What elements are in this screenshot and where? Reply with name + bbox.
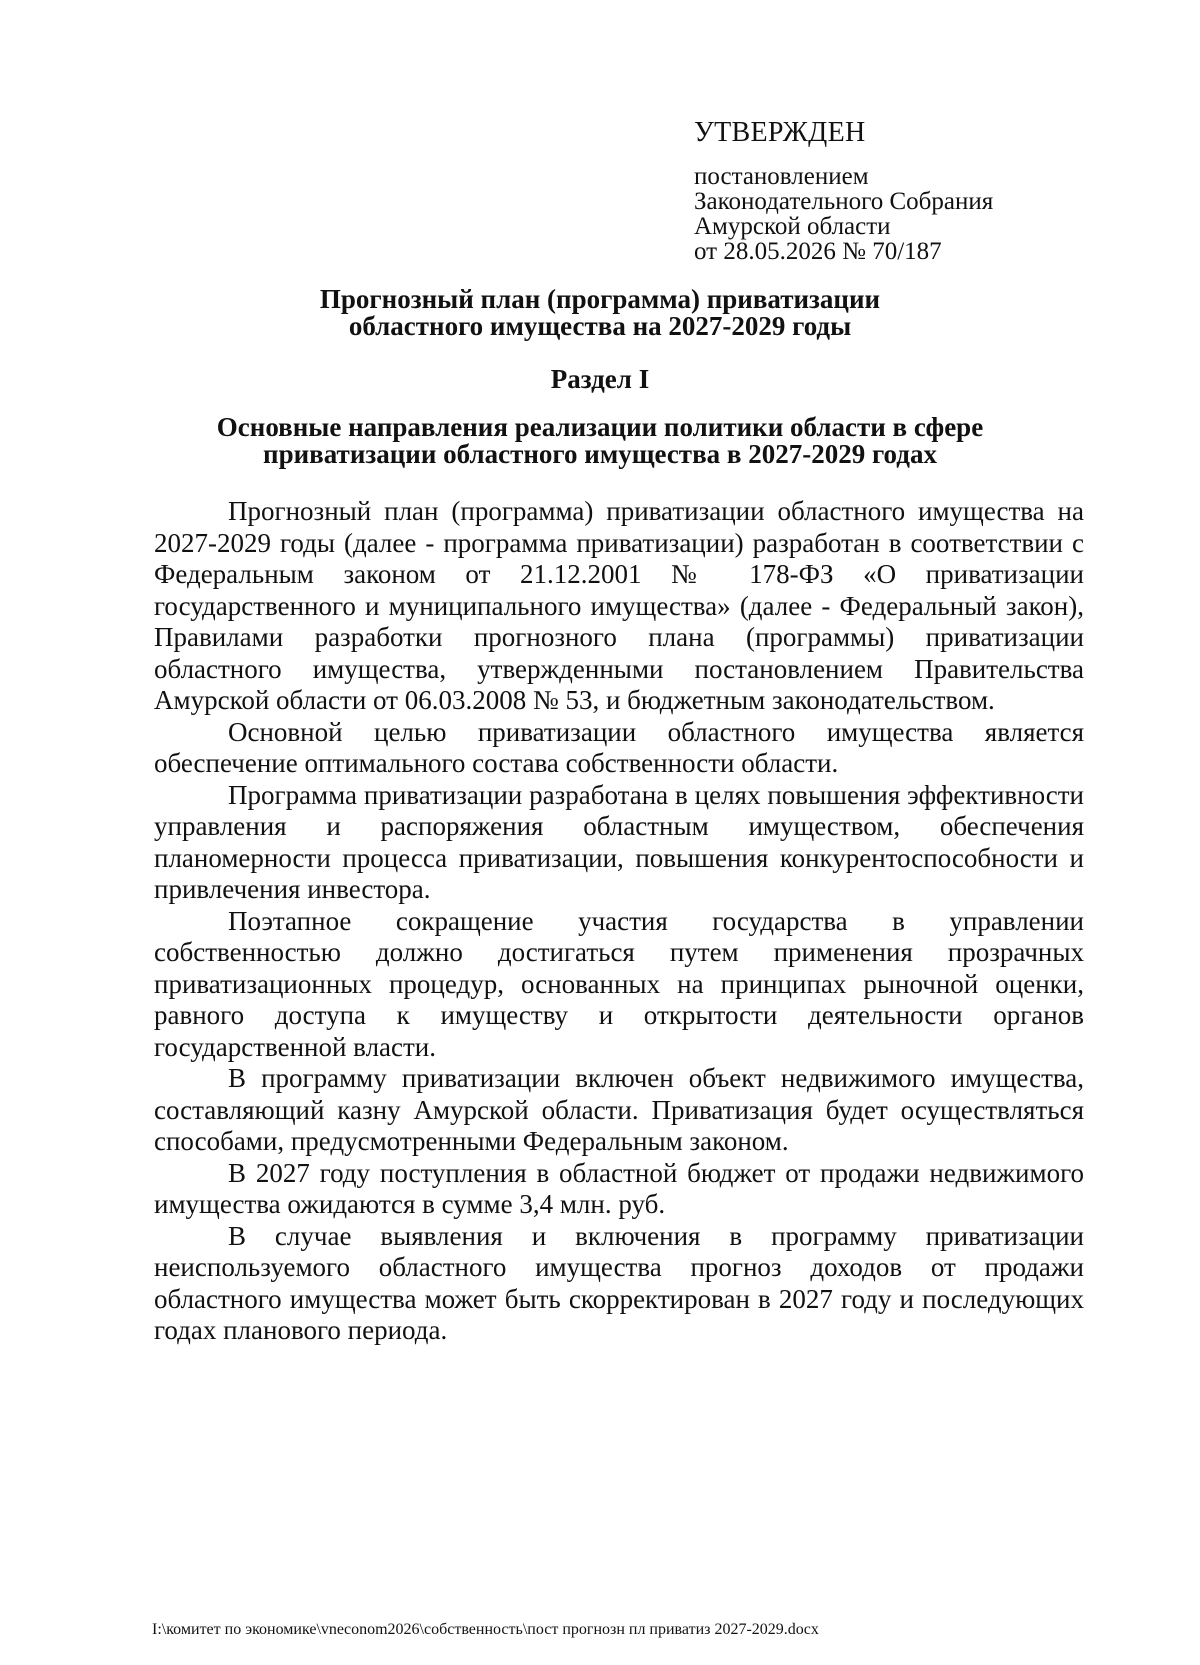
document-title	[100, 286, 1100, 340]
paragraph: В программу приватизации включен объект недвижимого имущества, составляющий казну Амурской области. Приватизация будет осуществляться способами, предусмотренными Федеральным законом.	[154, 1063, 1084, 1156]
approval-line: Амурской области	[694, 213, 891, 240]
footer-file-path: I:\комитет по экономике\vneconom2026\собственность\пост прогнозн пл приватиз 2027-2029.docx	[152, 1621, 819, 1638]
approval-date-number: от 28.05.2026 № 70/187	[694, 238, 942, 265]
body-text	[154, 496, 1084, 1347]
section-title-line: Основные направления реализации политики области в сфере	[216, 412, 984, 442]
section-title	[100, 414, 1100, 468]
approval-line: постановлением	[694, 163, 869, 190]
section-label: Раздел I	[550, 364, 650, 394]
paragraph: В 2027 году поступления в областной бюджет от продажи недвижимого имущества ожидаются в сумме 3,4 млн. руб.	[154, 1157, 1084, 1219]
paragraph: Программа приватизации разработана в целях повышения эффективности управления и распоряжения областным имуществом, обеспечения планомерности процесса приватизации, повышения конкурентоспособности и привлечения инвестора.	[154, 779, 1084, 904]
paragraph: В случае выявления и включения в программу приватизации неиспользуемого областного имущества прогноз доходов от продажи областного имущества может быть скорректирован в 2027 году и последующих годах планового периода.	[154, 1220, 1084, 1345]
approval-title: УТВЕРЖДЕН	[694, 117, 866, 148]
document-title-line: областного имущества на 2027-2029 годы	[348, 311, 852, 341]
paragraph: Основной целью приватизации областного имущества является обеспечение оптимального состава собственности области.	[154, 716, 1084, 778]
section-title-line: приватизации областного имущества в 2027-2029 годах	[263, 439, 937, 469]
paragraph: Прогнозный план (программа) приватизации областного имущества на 2027-2029 годы (далее - программа приватизации) разработан в соответствии с Федеральным законом от 21.12.2001 № 178-ФЗ «О приватизации государственного и муниципального имущества» (далее - Федеральный закон), Правилами разработки прогнозного плана (программы) приватизации областного имущества, утвержденными постановлением Правительства Амурской области от 06.03.2008 № 53, и бюджетным законодательством.	[154, 496, 1084, 715]
approval-line: Законодательного Собрания	[694, 188, 994, 215]
paragraph: Поэтапное сокращение участия государства в управлении собственностью должно достигаться путем применения прозрачных приватизационных процедур, основанных на принципах рыночной оценки, равного доступа к имуществу и открытости деятельности органов государственной власти.	[154, 905, 1084, 1062]
document-title-line: Прогнозный план (программа) приватизации	[319, 284, 881, 314]
approval-block	[694, 116, 1074, 264]
